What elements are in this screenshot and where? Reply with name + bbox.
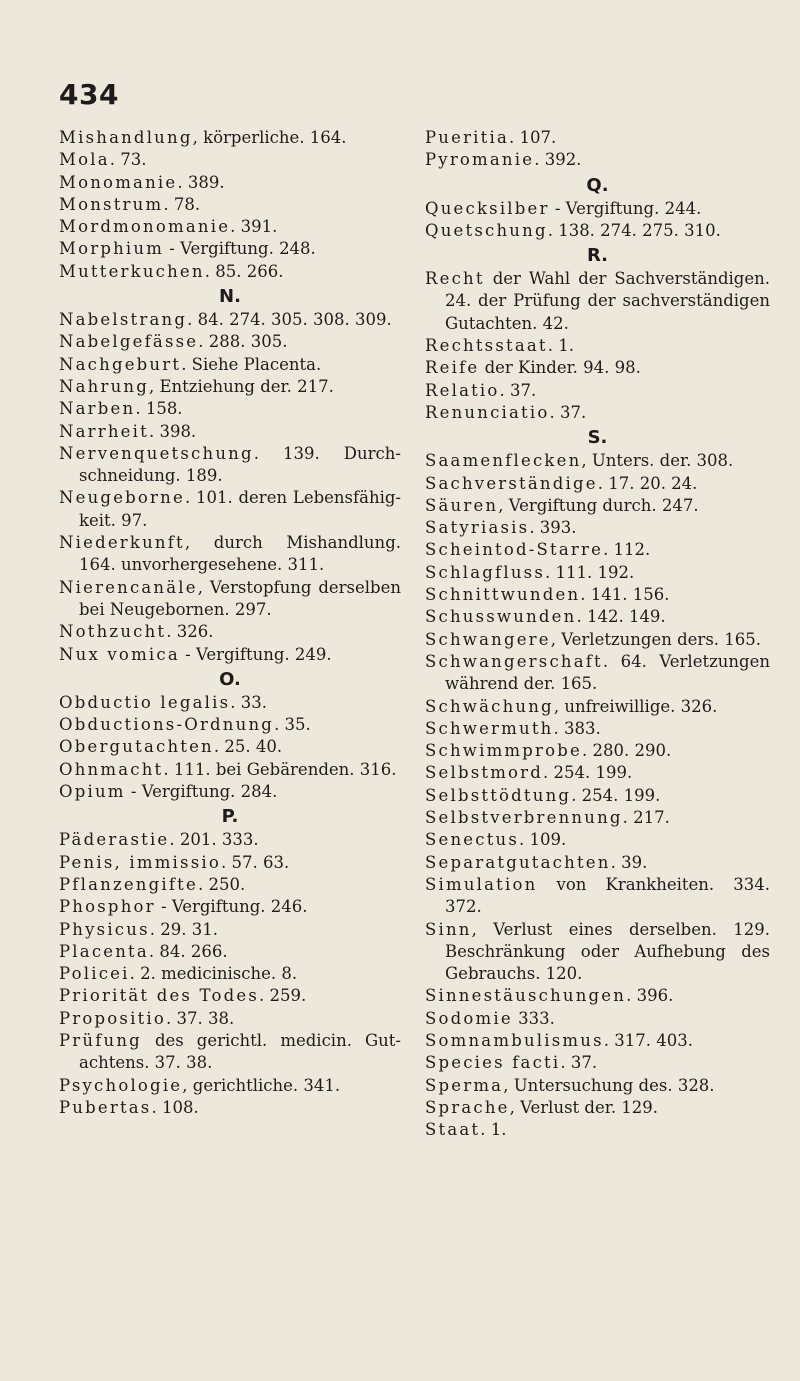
- index-entry: [425, 539, 770, 561]
- index-entry: [425, 874, 770, 919]
- entry-keyword: Saamenflecken: [425, 451, 582, 471]
- entry-references: . 254. 199.: [543, 763, 633, 783]
- index-entry: [59, 941, 401, 963]
- index-entry: [59, 1008, 401, 1030]
- entry-keyword: Mutterkuchen: [59, 261, 205, 281]
- index-entry: [59, 852, 401, 874]
- index-entry: [425, 629, 770, 651]
- entry-keyword: Opium: [59, 782, 126, 802]
- index-entry: [425, 1030, 770, 1052]
- entry-references: . 398.: [148, 421, 197, 441]
- entry-keyword: Selbsttödtung: [425, 785, 572, 805]
- index-entry: [59, 487, 401, 532]
- entry-references: , durch Mishandlung. 164. unvorhergesehene. 311.: [79, 533, 401, 575]
- index-entry: [425, 1075, 770, 1097]
- entry-references: . 39.: [610, 852, 648, 872]
- entry-references: , Verlust eines derselben. 129. Beschränkung oder Aufhebung des Gebrauchs. 120.: [445, 919, 770, 984]
- index-entry: [425, 357, 770, 379]
- entry-references: . 101. deren Lebensfähig-keit. 97.: [79, 488, 401, 530]
- index-entry: [59, 896, 401, 918]
- entry-keyword: Nux vomica: [59, 644, 180, 664]
- entry-keyword: Prüfung: [59, 1030, 142, 1050]
- entry-keyword: Psychologie: [59, 1075, 183, 1095]
- entry-references: . 33.: [230, 692, 268, 712]
- entry-references: . 259.: [259, 986, 307, 1006]
- entry-references: . 17. 20. 24.: [597, 473, 698, 493]
- entry-references: . 326.: [166, 622, 214, 642]
- index-entry: [425, 1097, 770, 1119]
- entry-keyword: Staat: [425, 1120, 481, 1140]
- index-entry: [425, 740, 770, 762]
- entry-keyword: Nierencanäle: [59, 577, 198, 597]
- entry-references: - Vergiftung. 284.: [125, 782, 278, 802]
- entry-references: . 112.: [603, 540, 651, 560]
- index-entry: [425, 380, 770, 402]
- entry-keyword: Physicus: [59, 919, 150, 939]
- entry-keyword: Separatgutachten: [425, 852, 611, 872]
- entry-references: . Siehe Placenta.: [181, 354, 322, 374]
- entry-keyword: Schwimmprobe: [425, 741, 582, 761]
- index-entry: [59, 759, 401, 781]
- entry-keyword: Pflanzengifte: [59, 874, 198, 894]
- entry-references: . 254. 199.: [571, 785, 661, 805]
- index-entry: [59, 963, 401, 985]
- entry-references: . 111. 192.: [545, 562, 635, 582]
- index-entry: [425, 402, 770, 424]
- entry-keyword: Senectus: [425, 830, 520, 850]
- entry-keyword: Obergutachten: [59, 737, 214, 757]
- section-letter: S.: [587, 427, 608, 449]
- entry-keyword: Satyriasis: [425, 518, 530, 538]
- entry-keyword: Quetschung: [425, 220, 548, 240]
- index-entry: [59, 261, 401, 283]
- entry-keyword: Pubertas: [59, 1097, 152, 1117]
- index-entry: [59, 532, 401, 577]
- entry-keyword: Nahrung: [59, 376, 150, 396]
- index-entry: [59, 149, 401, 171]
- index-entry: [425, 919, 770, 986]
- entry-references: . 57. 63.: [220, 852, 290, 872]
- entry-references: , körperliche. 164.: [192, 128, 347, 147]
- index-entry: [59, 644, 401, 666]
- entry-keyword: Nabelgefässe: [59, 332, 199, 352]
- section-letter: R.: [586, 245, 609, 267]
- entry-keyword: Schusswunden: [425, 607, 577, 627]
- entry-references: , Verlust der. 129.: [509, 1097, 659, 1117]
- entry-references: von Krankheiten. 334. 372.: [445, 874, 770, 917]
- entry-references: - Vergiftung. 246.: [155, 897, 308, 917]
- entry-keyword: Schwermuth: [425, 718, 554, 738]
- entry-references: . 37.: [499, 380, 537, 400]
- index-entry: [59, 985, 401, 1007]
- index-entry: [425, 762, 770, 784]
- entry-keyword: Somnambulismus: [425, 1030, 604, 1050]
- index-entry: [59, 1097, 401, 1119]
- index-entry: [59, 127, 401, 149]
- entry-references: . 73.: [109, 150, 147, 170]
- entry-references: des gerichtl. medicin. Gut-achtens. 37. 38.: [79, 1030, 401, 1073]
- index-entry: [425, 127, 770, 149]
- index-entry: [59, 919, 401, 941]
- index-entry: [425, 718, 770, 740]
- entry-references: . 389.: [177, 172, 225, 192]
- entry-keyword: Selbstverbrennung: [425, 808, 623, 828]
- index-column-left: [59, 127, 401, 1119]
- entry-keyword: Selbstmord: [425, 763, 544, 783]
- index-entry: [425, 696, 770, 718]
- entry-keyword: Simulation: [425, 874, 538, 894]
- index-entry: [59, 443, 401, 488]
- entry-keyword: Rechtsstaat: [425, 336, 548, 356]
- entry-references: . 317. 403.: [603, 1030, 693, 1050]
- entry-keyword: Obductions-Ordnung: [59, 715, 275, 735]
- entry-references: . 396.: [626, 986, 674, 1006]
- page-number: 434: [59, 78, 119, 111]
- index-entry: [59, 1030, 401, 1075]
- entry-references: . 142. 149.: [576, 607, 666, 627]
- entry-references: . 217.: [622, 808, 670, 828]
- entry-references: . 1.: [480, 1120, 507, 1140]
- entry-keyword: Monstrum: [59, 194, 164, 214]
- entry-keyword: Species facti: [425, 1053, 561, 1073]
- entry-references: . 85. 266.: [204, 261, 284, 281]
- entry-references: - Vergiftung. 248.: [164, 239, 316, 259]
- index-entry: [59, 781, 401, 803]
- index-entry: [59, 398, 401, 420]
- index-entry: [59, 736, 401, 758]
- index-entry: [59, 621, 401, 643]
- entry-references: . 158.: [135, 399, 183, 419]
- index-entry: [59, 1075, 401, 1097]
- entry-keyword: Narrheit: [59, 421, 149, 441]
- entry-references: , Vergiftung durch. 247.: [498, 495, 699, 515]
- index-entry: [425, 1008, 770, 1030]
- entry-references: , unfreiwillige. 326.: [553, 696, 718, 716]
- index-entry: [59, 692, 401, 714]
- index-entry: [425, 829, 770, 851]
- index-entry: [59, 874, 401, 896]
- entry-keyword: Sperma: [425, 1075, 504, 1095]
- index-entry: [59, 309, 401, 331]
- entry-references: , Untersuchung des. 328.: [503, 1075, 715, 1095]
- entry-keyword: Narben: [59, 399, 136, 419]
- entry-references: . 37. 38.: [166, 1008, 235, 1028]
- entry-references: . 250.: [197, 874, 246, 894]
- entry-references: . 393.: [529, 518, 577, 538]
- entry-references: . 84. 266.: [148, 941, 228, 961]
- entry-keyword: Quecksilber: [425, 198, 550, 218]
- entry-keyword: Neugeborne: [59, 488, 185, 508]
- entry-references: . 107.: [509, 128, 557, 147]
- section-letter: O.: [219, 668, 241, 690]
- index-entry: [425, 198, 770, 220]
- index-entry: [425, 517, 770, 539]
- entry-references: . 78.: [163, 194, 201, 214]
- entry-references: , gerichtliche. 341.: [182, 1075, 341, 1095]
- entry-references: , Entziehung der. 217.: [149, 376, 334, 396]
- entry-keyword: Obductio legalis: [59, 692, 231, 712]
- entry-references: der Kinder. 94. 98.: [479, 358, 641, 378]
- index-entry: [59, 238, 401, 260]
- entry-keyword: Relatio: [425, 380, 500, 400]
- entry-references: , Verletzungen ders. 165.: [550, 629, 762, 649]
- index-entry: [425, 651, 770, 696]
- index-entry: [425, 606, 770, 628]
- entry-references: . 25. 40.: [213, 737, 283, 757]
- entry-references: . 383.: [553, 718, 601, 738]
- entry-keyword: Penis, immissio: [59, 852, 221, 872]
- entry-references: . 84. 274. 305. 308. 309.: [187, 310, 392, 330]
- entry-keyword: Schlagfluss: [425, 562, 545, 582]
- index-entry: [425, 220, 770, 242]
- entry-references: . 391.: [230, 217, 278, 237]
- entry-keyword: Nervenquetschung: [59, 443, 254, 463]
- entry-references: - Vergiftung. 244.: [549, 198, 702, 218]
- entry-keyword: Renunciatio: [425, 402, 550, 422]
- entry-references: . 108.: [151, 1097, 199, 1117]
- entry-references: . 138. 274. 275. 310.: [547, 220, 721, 240]
- index-entry: [59, 331, 401, 353]
- entry-references: . 2. medicinische. 8.: [129, 964, 298, 984]
- index-entry: [425, 268, 770, 335]
- index-entry: [425, 1119, 770, 1141]
- entry-references: . 392.: [534, 150, 582, 170]
- entry-keyword: Reife: [425, 358, 480, 378]
- entry-references: . 288. 305.: [198, 332, 288, 352]
- entry-keyword: Sodomie: [425, 1008, 513, 1028]
- entry-references: der Wahl der Sachverständigen. 24. der Prüfung der sachverständigen Gutachten. 42.: [445, 269, 770, 333]
- entry-keyword: Nothzucht: [59, 622, 167, 642]
- index-entry: [425, 584, 770, 606]
- section-letter: Q.: [586, 174, 609, 196]
- entry-keyword: Niederkunft: [59, 533, 185, 553]
- entry-keyword: Sprache: [425, 1097, 510, 1117]
- index-entry: [59, 577, 401, 622]
- entry-keyword: Pyromanie: [425, 150, 535, 170]
- entry-references: . 139. Durch-schneidung. 189.: [79, 443, 401, 486]
- entry-keyword: Sachverständige: [425, 473, 598, 493]
- entry-references: . 201. 333.: [169, 830, 259, 850]
- entry-references: . 280. 290.: [581, 741, 672, 761]
- index-entry: [425, 335, 770, 357]
- entry-keyword: Morphium: [59, 239, 165, 259]
- section-letter: P.: [221, 806, 239, 828]
- entry-keyword: Policei: [59, 964, 130, 984]
- entry-keyword: Scheintod-Starre: [425, 540, 604, 560]
- entry-references: . 141. 156.: [580, 585, 670, 605]
- entry-references: - Vergiftung. 249.: [179, 644, 332, 664]
- entry-references: . 29. 31.: [149, 919, 218, 939]
- entry-keyword: Schnittwunden: [425, 585, 581, 605]
- entry-keyword: Mordmonomanie: [59, 217, 231, 237]
- index-entry: [425, 450, 770, 472]
- entry-keyword: Priorität des Todes: [59, 986, 260, 1006]
- entry-references: . 111. bei Gebärenden. 316.: [163, 759, 397, 779]
- entry-references: 333.: [512, 1008, 555, 1028]
- entry-references: . 37.: [560, 1053, 598, 1073]
- entry-references: , Unters. der. 308.: [581, 451, 734, 471]
- index-column-right: [425, 127, 770, 1141]
- entry-keyword: Phosphor: [59, 897, 156, 917]
- index-entry: [425, 852, 770, 874]
- index-entry: [425, 473, 770, 495]
- entry-references: , Verstopfung derselben bei Neugebornen. 297.: [79, 577, 401, 619]
- index-entry: [425, 495, 770, 517]
- index-entry: [59, 829, 401, 851]
- entry-keyword: Ohnmacht: [59, 759, 164, 779]
- index-entry: [59, 216, 401, 238]
- entry-keyword: Sinn: [425, 919, 472, 939]
- entry-references: . 64. Verletzungen während der. 165.: [445, 651, 770, 694]
- entry-references: . 1.: [547, 336, 574, 356]
- index-entry: [59, 421, 401, 443]
- index-entry: [425, 1052, 770, 1074]
- entry-keyword: Schwächung: [425, 696, 554, 716]
- entry-keyword: Placenta: [59, 941, 149, 961]
- entry-references: . 37.: [549, 402, 587, 422]
- entry-keyword: Mishandlung: [59, 128, 193, 147]
- entry-references: . 35.: [274, 715, 311, 735]
- index-entry: [425, 785, 770, 807]
- entry-keyword: Säuren: [425, 495, 499, 515]
- entry-keyword: Nabelstrang: [59, 310, 188, 330]
- index-entry: [59, 714, 401, 736]
- entry-keyword: Mola: [59, 150, 110, 170]
- entry-keyword: Päderastie: [59, 830, 170, 850]
- entry-keyword: Monomanie: [59, 172, 178, 192]
- index-entry: [59, 172, 401, 194]
- index-entry: [59, 194, 401, 216]
- entry-keyword: Schwangere: [425, 629, 551, 649]
- index-entry: [425, 562, 770, 584]
- entry-keyword: Propositio: [59, 1008, 167, 1028]
- index-entry: [59, 376, 401, 398]
- entry-references: . 109.: [519, 830, 567, 850]
- entry-keyword: Recht: [425, 269, 485, 289]
- section-letter: N.: [219, 286, 241, 308]
- index-entry: [425, 807, 770, 829]
- index-entry: [425, 985, 770, 1007]
- index-entry: [425, 149, 770, 171]
- entry-keyword: Sinnestäuschungen: [425, 986, 627, 1006]
- entry-keyword: Schwangerschaft: [425, 651, 603, 671]
- entry-keyword: Pueritia: [425, 128, 510, 147]
- index-entry: [59, 354, 401, 376]
- entry-keyword: Nachgeburt: [59, 354, 182, 374]
